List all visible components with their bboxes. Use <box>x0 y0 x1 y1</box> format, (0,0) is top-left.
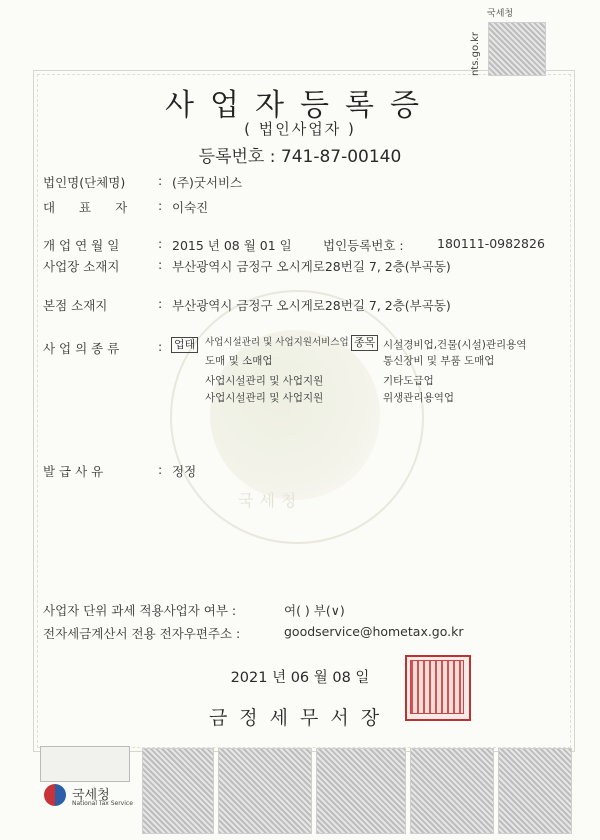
colon: : <box>158 236 163 251</box>
business-item-4: 위생관리용역업 <box>383 392 455 404</box>
colon: : <box>158 198 163 213</box>
nts-logo-name: 국세청 <box>72 788 110 803</box>
business-item-3: 기타도급업 <box>383 375 434 387</box>
tax-unit-value: 여( ) 부(∨) <box>284 603 345 618</box>
corp-name-value: (주)굿서비스 <box>172 175 243 190</box>
business-type-2: 도매 및 소매업 <box>205 355 273 367</box>
tax-unit-label: 사업자 단위 과세 적용사업자 여부 : <box>43 603 237 618</box>
page-subtitle: ( 법인사업자 ) <box>244 120 356 138</box>
top-site-label: nts.go.kr <box>470 32 481 77</box>
colon: : <box>158 339 163 354</box>
security-code-4 <box>410 748 494 834</box>
top-brand-label: 국세청 <box>487 9 514 19</box>
registration-label: 등록번호 : <box>198 147 276 167</box>
serial-box <box>40 746 130 782</box>
nts-logo-sub: National Tax Service <box>72 800 133 807</box>
business-type-tag: 업태 <box>171 337 198 353</box>
site-value: 부산광역시 금정구 오시게로28번길 7, 2층(부곡동) <box>172 259 451 274</box>
business-type-3: 사업시설관리 및 사업지원 <box>205 375 324 387</box>
corp-name-label: 법인명(단체명) <box>43 175 126 190</box>
business-item-tag: 종목 <box>351 335 378 351</box>
issue-reason-value: 정정 <box>172 464 197 479</box>
site-label: 사업장 소재지 <box>43 259 120 274</box>
business-item-2: 통신장비 및 부품 도매업 <box>383 355 495 367</box>
security-code-2 <box>218 748 312 834</box>
corp-reg-label: 법인등록번호 : <box>323 238 404 253</box>
issue-reason-label: 발 급 사 유 <box>43 464 104 479</box>
nts-logo-icon <box>44 784 66 806</box>
registration-number <box>0 142 600 167</box>
corp-reg-value: 180111-0982826 <box>437 236 545 251</box>
business-type-1: 사업시설관리 및 사업지원서비스업 <box>205 337 349 348</box>
open-date-label: 개 업 연 월 일 <box>43 238 120 253</box>
security-code-1 <box>142 748 214 834</box>
registration-value: 741-87-00140 <box>280 147 402 167</box>
rep-label: 대 표 자 <box>43 200 128 215</box>
colon: : <box>158 462 163 477</box>
security-code-3 <box>316 748 406 834</box>
issue-date: 2021 년 06 월 08 일 <box>230 670 370 686</box>
colon: : <box>158 173 163 188</box>
hq-value: 부산광역시 금정구 오시게로28번길 7, 2층(부곡동) <box>172 298 451 313</box>
rep-value: 이숙진 <box>172 200 209 215</box>
official-seal-pattern <box>410 660 464 714</box>
page-title: 사업자등록증 <box>165 88 435 123</box>
colon: : <box>158 257 163 272</box>
hq-label: 본점 소재지 <box>43 298 108 313</box>
colon: : <box>158 296 163 311</box>
email-label: 전자세금계산서 전용 전자우편주소 : <box>43 626 241 641</box>
top-qr-code <box>488 22 546 76</box>
business-item-1: 시설경비업,건물(시설)관리용역 <box>383 339 527 351</box>
business-type-label: 사 업 의 종 류 <box>43 341 120 356</box>
security-code-5 <box>498 748 572 834</box>
open-date-value: 2015 년 08 월 01 일 <box>172 238 292 253</box>
business-type-4: 사업시설관리 및 사업지원 <box>205 392 324 404</box>
email-value: goodservice@hometax.go.kr <box>284 624 464 639</box>
watermark-seal-text: 국세청 <box>238 491 303 510</box>
tax-office-name: 금정세무서장 <box>208 707 392 729</box>
